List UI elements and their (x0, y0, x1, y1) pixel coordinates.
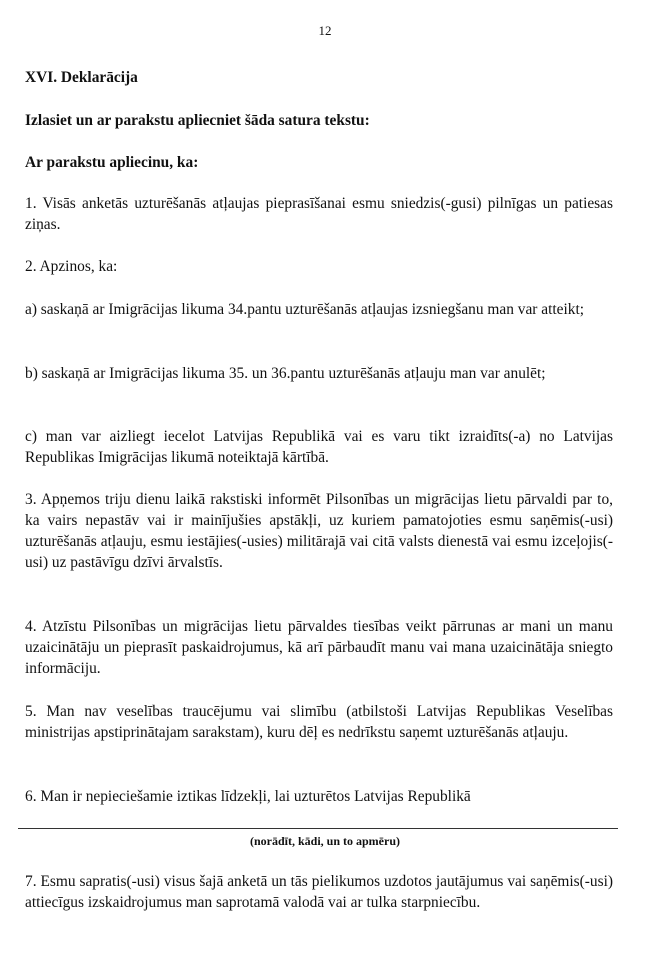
instruction-heading: Izlasiet un ar parakstu apliecniet šāda satura tekstu: (25, 112, 370, 129)
declaration-item-1: 1. Visās anketās uzturēšanās atļaujas pieprasīšanai esmu sniedzis(-gusi) pilnīgas un patiesas ziņas. (25, 195, 613, 233)
declaration-item-2c: c) man var aizliegt iecelot Latvijas Republikā vai es varu tikt izraidīts(-a) no Latvijas Republikas Imigrācijas likumā noteiktajā kārtībā. (25, 428, 613, 466)
declaration-item-2b: b) saskaņā ar Imigrācijas likuma 35. un 36.pantu uzturēšanās atļauju man var anulēt; (25, 365, 546, 382)
declaration-item-5: 5. Man nav veselības traucējumu vai slimību (atbilstoši Latvijas Republikas Veselības ministrijas apstiprinātajam sarakstam), kuru dēļ es nedrīkstu saņemt uzturēšanās atļauju. (25, 703, 613, 741)
declaration-item-6: 6. Man ir nepieciešamie iztikas līdzekļi, lai uzturētos Latvijas Republikā (25, 788, 471, 805)
declaration-item-2: 2. Apzinos, ka: (25, 258, 118, 275)
fill-in-line[interactable] (18, 828, 618, 829)
declaration-item-4: 4. Atzīstu Pilsonības un migrācijas lietu pārvaldes tiesības veikt pārrunas ar mani un manu uzaicinātāju un pieprasīt paskaidrojumus, kā arī pārbaudīt manu vai mana uzaicinātāja sniegto informāciju. (25, 618, 613, 677)
page-number: 12 (318, 23, 332, 38)
fill-in-note: (norādīt, kādi, un to apmēru) (249, 834, 401, 848)
declaration-item-2a: a) saskaņā ar Imigrācijas likuma 34.pantu uzturēšanās atļaujas izsniegšanu man var atteikt; (25, 301, 584, 318)
confirm-intro-heading: Ar parakstu apliecinu, ka: (25, 154, 199, 171)
declaration-item-3: 3. Apņemos triju dienu laikā rakstiski informēt Pilsonības un migrācijas lietu pārvaldi par to, ka vairs nepastāv vai ir mainījušies apstākļi, uz kuriem pamatojoties esmu saņēmis(-usi) uzturēšanās atļauju, esmu iestājies(-usies) militārajā vai citā valsts dienestā vai esmu izceļojis(-usi) uz pastāvīgu dzīvi ārvalstīs. (25, 491, 613, 571)
declaration-item-7: 7. Esmu sapratis(-usi) visus šajā anketā un tās pielikumos uzdotos jautājumus vai saņēmis(-usi) attiecīgus izskaidrojumus man saprotamā valodā vai ar tulka starpniecību. (25, 873, 613, 911)
section-title: XVI. Deklarācija (25, 69, 138, 86)
